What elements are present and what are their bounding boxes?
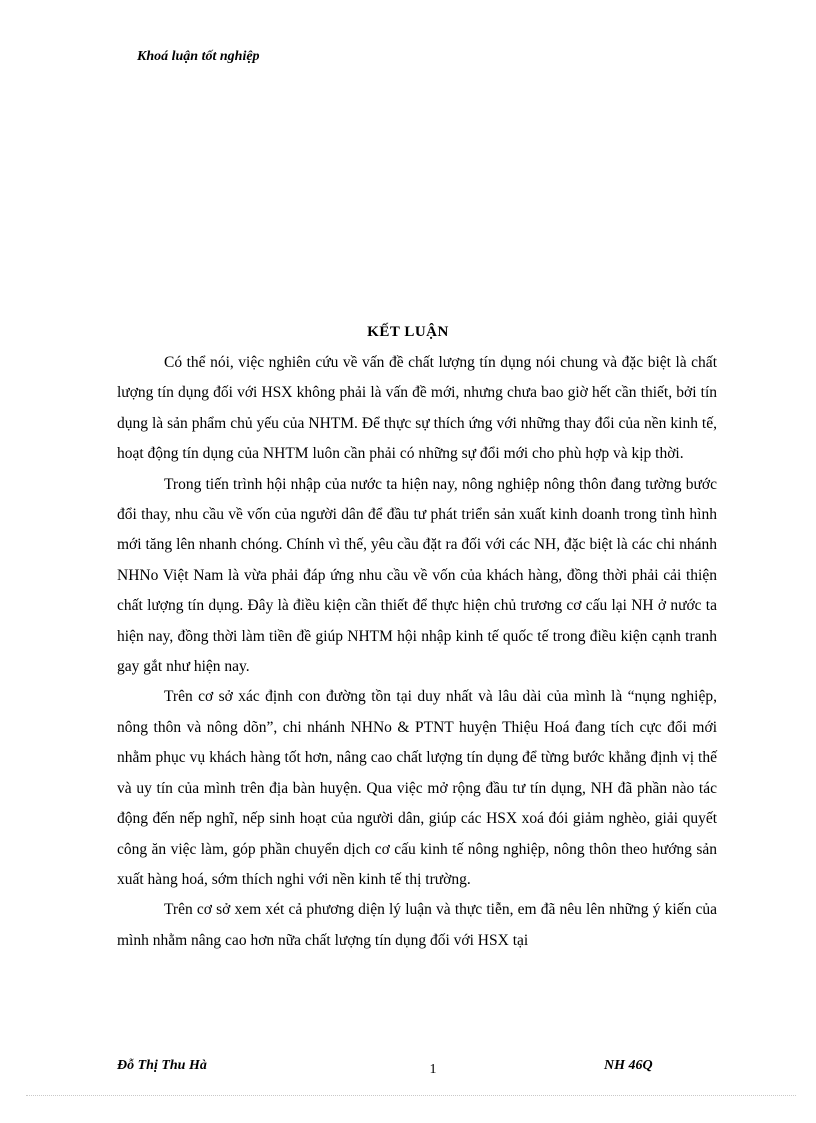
footer-author: Đỗ Thị Thu Hà — [117, 1058, 207, 1073]
paragraph: Trên cơ sở xem xét cả phương diện lý luận và thực tiễn, em đã nêu lên những ý kiến của mình nhằm nâng cao hơn nữa chất lượng tín dụng đối với HSX tại — [117, 901, 717, 949]
paragraph: Trong tiến trình hội nhập của nước ta hiện nay, nông nghiệp nông thôn đang tường bước đổi thay, nhu cầu về vốn của người dân để đầu tư phát triển sản xuất kinh doanh trong tình hình mới tăng lên nhanh chóng. Chính vì thế, yêu cầu đặt ra đối với các NH, đặc biệt là các chi nhánh NHNo Việt Nam là vừa phải đáp ứng nhu cầu về vốn của khách hàng, đồng thời phải cải thiện chất lượng tín dụng. Đây là điều kiện cần thiết để thực hiện chủ trương cơ cấu lại NH ở nước ta hiện nay, đồng thời làm tiền đề giúp NHTM hội nhập kinh tế quốc tế trong điều kiện cạnh tranh gay gắt như hiện nay. — [117, 475, 717, 676]
paragraph: Có thể nói, việc nghiên cứu về vấn đề chất lượng tín dụng nói chung và đặc biệt là chất lượng tín dụng đối với HSX không phải là vấn đề mới, nhưng chưa bao giờ hết cần thiết, bởi tín dụng là sản phẩm chủ yếu của NHTM. Để thực sự thích ứng với những thay đổi của nền kinh tế, hoạt động tín dụng của NHTM luôn cần phải có những sự đổi mới cho phù hợp và kịp thời. — [117, 354, 717, 463]
section-title: KẾT LUẬN — [367, 324, 449, 340]
running-header: Khoá luận tốt nghiệp — [137, 49, 260, 64]
page-number: 1 — [429, 1062, 437, 1077]
page-bottom-divider — [26, 1095, 796, 1096]
paragraph: Trên cơ sở xác định con đường tồn tại duy nhất và lâu dài của mình là “nụng nghiệp, nông thôn và nông dõn”, chi nhánh NHNo & PTNT huyện Thiệu Hoá đang tích cực đổi mới nhằm phục vụ khách hàng tốt hơn, nâng cao chất lượng tín dụng để từng bước khẳng định vị thế và uy tín của mình trên địa bàn huyện. Qua việc mở rộng đầu tư tín dụng, NH đã phần nào tác động đến nếp nghĩ, nếp sinh hoạt của người dân, giúp các HSX xoá đói giảm nghèo, giải quyết công ăn việc làm, góp phần chuyển dịch cơ cấu kinh tế nông nghiệp, nông thôn theo hướng sản xuất hàng hoá, sớm thích nghi với nền kinh tế thị trường. — [117, 688, 717, 888]
footer-class-code: NH 46Q — [604, 1058, 653, 1073]
body-text — [117, 348, 717, 956]
